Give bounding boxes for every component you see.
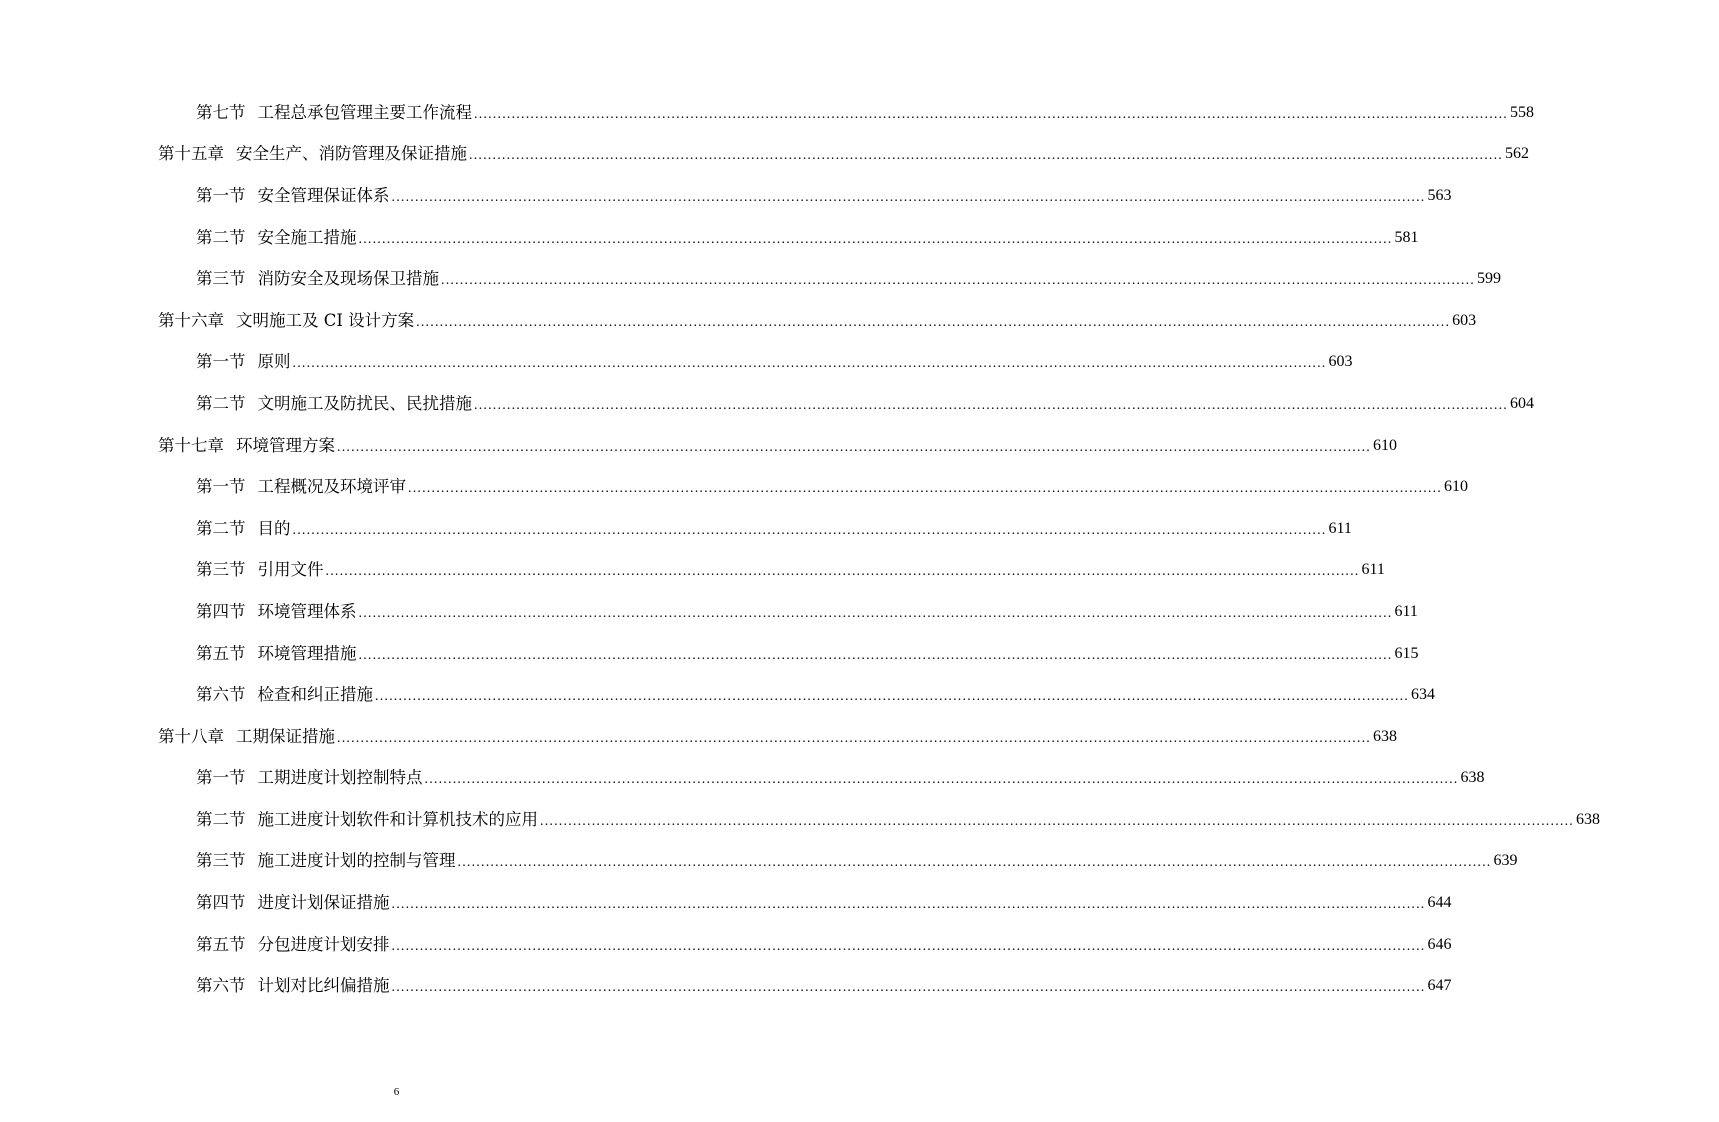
toc-page-number: 646 <box>1427 935 1452 953</box>
toc-entry-title: 进度计划保证措施 <box>257 893 390 913</box>
toc-dot-leader: ............................................................................................................................................................................................................................ <box>408 481 1442 497</box>
toc-entry-number: 第十八章 <box>158 726 224 746</box>
toc-page-number: 603 <box>1452 311 1477 329</box>
toc-entry-number: 第二节 <box>196 393 246 413</box>
toc-entry-number: 第五节 <box>196 643 246 663</box>
toc-entry-title: 文明施工及防扰民、民扰措施 <box>257 393 472 413</box>
toc-entry-number: 第四节 <box>196 601 246 621</box>
toc-entry-heading <box>196 477 406 497</box>
toc-page-number: 644 <box>1427 894 1452 912</box>
toc-entry-title: 工程总承包管理主要工作流程 <box>257 102 472 122</box>
toc-page-number: 647 <box>1427 977 1452 995</box>
toc-entry-title: 环境管理措施 <box>257 643 357 663</box>
toc-section-entry[interactable] <box>0 92 1534 134</box>
table-of-contents <box>0 92 1600 1007</box>
toc-dot-leader: ............................................................................................................................................................................................................................ <box>474 106 1508 122</box>
toc-dot-leader: ............................................................................................................................................................................................................................ <box>358 231 1393 247</box>
toc-page-number: 599 <box>1477 270 1501 288</box>
toc-entry-title: 安全管理保证体系 <box>257 185 390 205</box>
toc-entry-title: 环境管理方案 <box>236 435 335 455</box>
toc-section-entry[interactable] <box>0 591 1418 633</box>
toc-section-entry[interactable] <box>0 799 1600 841</box>
toc-page-number: 581 <box>1394 228 1419 246</box>
toc-section-entry[interactable] <box>0 674 1435 716</box>
toc-entry-number: 第一节 <box>196 477 246 497</box>
toc-entry-heading <box>158 436 335 456</box>
toc-entry-heading <box>196 394 472 414</box>
toc-entry-title: 施工进度计划软件和计算机技术的应用 <box>257 809 538 829</box>
toc-entry-heading <box>196 352 291 372</box>
toc-entry-title: 原则 <box>257 352 291 372</box>
toc-section-entry[interactable] <box>0 924 1452 966</box>
toc-entry-title: 计划对比纠偏措施 <box>257 976 390 996</box>
toc-entry-number: 第四节 <box>196 893 246 913</box>
toc-chapter-entry[interactable] <box>0 300 1477 342</box>
toc-page-number: 610 <box>1373 436 1397 454</box>
toc-section-entry[interactable] <box>0 758 1485 800</box>
toc-entry-number: 第三节 <box>196 851 246 871</box>
toc-entry-title: 分包进度计划安排 <box>257 934 390 954</box>
toc-entry-heading <box>196 768 423 788</box>
toc-entry-title: 施工进度计划的控制与管理 <box>257 851 456 871</box>
toc-section-entry[interactable] <box>0 508 1352 550</box>
toc-entry-number: 第一节 <box>196 352 246 372</box>
toc-entry-heading <box>196 851 456 871</box>
toc-dot-leader: ............................................................................................................................................................................................................................ <box>416 314 1451 330</box>
toc-page-number: 638 <box>1460 769 1485 787</box>
toc-section-entry[interactable] <box>0 383 1534 425</box>
toc-dot-leader: ............................................................................................................................................................................................................................ <box>424 772 1459 788</box>
toc-entry-title: 环境管理体系 <box>257 601 357 621</box>
toc-section-entry[interactable] <box>0 217 1419 259</box>
toc-entry-heading <box>196 228 357 248</box>
toc-entry-number: 第六节 <box>196 685 246 705</box>
toc-page-number: 610 <box>1444 478 1468 496</box>
toc-entry-title: 文明施工及 CI 设计方案 <box>236 310 415 330</box>
toc-entry-heading <box>196 602 357 622</box>
toc-entry-title: 安全施工措施 <box>257 227 357 247</box>
toc-section-entry[interactable] <box>0 965 1452 1007</box>
toc-entry-number: 第三节 <box>196 560 246 580</box>
toc-section-entry[interactable] <box>0 342 1353 384</box>
toc-dot-leader: ............................................................................................................................................................................................................................ <box>540 813 1574 829</box>
toc-dot-leader: ............................................................................................................................................................................................................................ <box>358 647 1393 663</box>
page-number: 6 <box>393 1086 400 1098</box>
toc-dot-leader: ............................................................................................................................................................................................................................ <box>358 605 1393 621</box>
toc-page-number: 638 <box>1576 810 1600 828</box>
toc-page-number: 634 <box>1411 686 1435 704</box>
toc-entry-heading <box>158 727 335 747</box>
toc-entry-number: 第二节 <box>196 227 246 247</box>
toc-entry-number: 第一节 <box>196 768 246 788</box>
toc-entry-title: 工程概况及环境评审 <box>257 477 406 497</box>
toc-page-number: 611 <box>1361 561 1385 579</box>
toc-entry-number: 第三节 <box>196 269 246 289</box>
toc-page-number: 563 <box>1427 186 1452 204</box>
toc-entry-number: 第二节 <box>196 518 246 538</box>
toc-entry-heading <box>196 810 538 830</box>
toc-dot-leader: ............................................................................................................................................................................................................................ <box>441 273 1475 289</box>
toc-entry-heading <box>196 976 390 996</box>
toc-entry-heading <box>196 519 291 539</box>
toc-entry-title: 工期进度计划控制特点 <box>257 768 423 788</box>
toc-entry-title: 安全生产、消防管理及保证措施 <box>236 144 467 164</box>
toc-entry-title: 消防安全及现场保卫措施 <box>257 269 439 289</box>
toc-entry-number: 第十五章 <box>158 144 224 164</box>
toc-chapter-entry[interactable] <box>0 716 1397 758</box>
toc-dot-leader: ............................................................................................................................................................................................................................ <box>292 522 1327 538</box>
toc-entry-number: 第二节 <box>196 809 246 829</box>
toc-dot-leader: ............................................................................................................................................................................................................................ <box>292 356 1327 372</box>
toc-dot-leader: ............................................................................................................................................................................................................................ <box>457 855 1492 871</box>
toc-page-number: 604 <box>1510 394 1534 412</box>
toc-entry-heading <box>196 103 472 123</box>
toc-entry-heading <box>196 269 439 289</box>
toc-section-entry[interactable] <box>0 550 1385 592</box>
toc-entry-number: 第十六章 <box>158 310 224 330</box>
toc-dot-leader: ............................................................................................................................................................................................................................ <box>391 980 1426 996</box>
toc-section-entry[interactable] <box>0 175 1452 217</box>
toc-entry-heading <box>196 560 324 580</box>
toc-section-entry[interactable] <box>0 633 1419 675</box>
toc-page-number: 611 <box>1328 519 1352 537</box>
toc-page-number: 611 <box>1394 602 1418 620</box>
toc-entry-heading <box>158 144 467 164</box>
toc-page-number: 639 <box>1493 852 1518 870</box>
toc-dot-leader: ............................................................................................................................................................................................................................ <box>469 148 1503 164</box>
toc-entry-heading <box>196 186 390 206</box>
toc-entry-number: 第一节 <box>196 185 246 205</box>
toc-dot-leader: ............................................................................................................................................................................................................................ <box>375 689 1409 705</box>
toc-page-number: 558 <box>1510 103 1534 121</box>
toc-section-entry[interactable] <box>0 841 1518 883</box>
toc-chapter-entry[interactable] <box>0 134 1529 176</box>
toc-entry-heading <box>196 644 357 664</box>
toc-page-number: 615 <box>1394 644 1419 662</box>
toc-page-number: 603 <box>1328 353 1353 371</box>
toc-dot-leader: ............................................................................................................................................................................................................................ <box>474 397 1508 413</box>
toc-entry-title: 目的 <box>257 518 291 538</box>
toc-entry-number: 第五节 <box>196 934 246 954</box>
toc-section-entry[interactable] <box>0 466 1468 508</box>
toc-entry-number: 第七节 <box>196 102 246 122</box>
toc-entry-heading <box>196 893 390 913</box>
toc-entry-title: 引用文件 <box>257 560 324 580</box>
toc-page-number: 562 <box>1505 145 1529 163</box>
toc-dot-leader: ............................................................................................................................................................................................................................ <box>391 897 1426 913</box>
toc-entry-number: 第六节 <box>196 976 246 996</box>
toc-entry-heading <box>196 685 373 705</box>
toc-dot-leader: ............................................................................................................................................................................................................................ <box>337 730 1371 746</box>
toc-entry-heading <box>196 935 390 955</box>
toc-entry-title: 工期保证措施 <box>236 726 335 746</box>
toc-dot-leader: ............................................................................................................................................................................................................................ <box>337 439 1371 455</box>
toc-entry-number: 第十七章 <box>158 435 224 455</box>
toc-section-entry[interactable] <box>0 258 1501 300</box>
toc-dot-leader: ............................................................................................................................................................................................................................ <box>391 938 1426 954</box>
toc-entry-heading <box>158 311 414 331</box>
toc-dot-leader: ............................................................................................................................................................................................................................ <box>391 189 1426 205</box>
toc-page-number: 638 <box>1373 727 1397 745</box>
toc-section-entry[interactable] <box>0 882 1452 924</box>
toc-dot-leader: ............................................................................................................................................................................................................................ <box>325 564 1360 580</box>
toc-entry-title: 检查和纠正措施 <box>257 685 373 705</box>
toc-chapter-entry[interactable] <box>0 425 1397 467</box>
